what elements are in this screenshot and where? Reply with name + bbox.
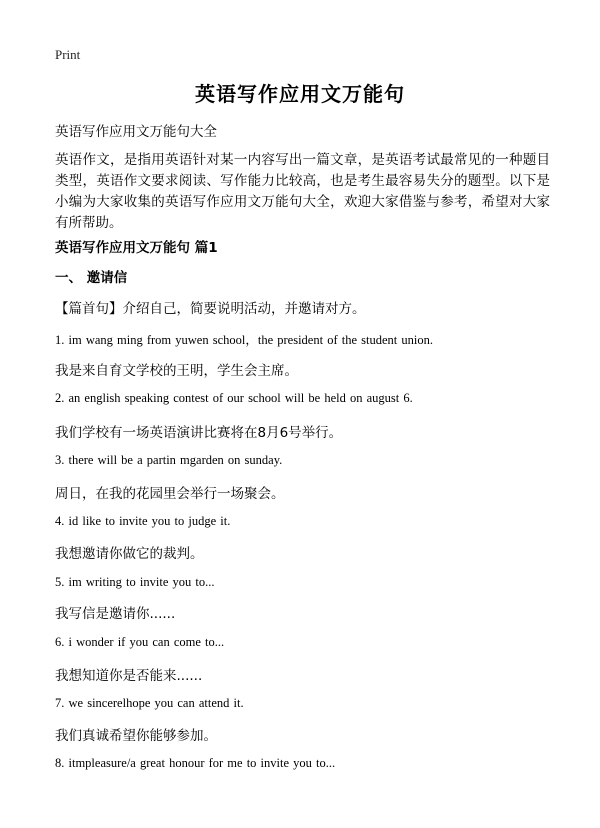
english-sentence-2: 2. an english speaking contest of our school will be held on august 6. xyxy=(55,391,413,405)
section-heading: 英语写作应用文万能句 篇1 xyxy=(55,240,218,256)
sub-heading-invitation: 一、 邀请信 xyxy=(55,270,128,286)
intro-paragraph: 英语作文，是指用英语针对某一内容写出一篇文章，是英语考试最常见的一种题目类型，英语作文要求阅读、写作能力比较高，也是考生最容易失分的题型。以下是小编为大家收集的英语写作应用文万能句大全，欢迎大家借鉴与参考，希望对大家有所帮助。 xyxy=(55,152,550,231)
document-subtitle: 英语写作应用文万能句大全 xyxy=(55,124,217,140)
chinese-translation-7: 我们真诚希望你能够参加。 xyxy=(55,728,217,744)
print-label[interactable]: Print xyxy=(55,47,81,62)
english-sentence-5: 5. im writing to invite you to... xyxy=(55,575,215,589)
english-sentence-4: 4. id like to invite you to judge it. xyxy=(55,514,231,528)
english-sentence-3: 3. there will be a partin mgarden on sunday. xyxy=(55,453,283,467)
opening-sentence-note: 【篇首句】介绍自己，简要说明活动，并邀请对方。 xyxy=(55,301,366,317)
chinese-translation-3: 周日，在我的花园里会举行一场聚会。 xyxy=(55,486,285,502)
english-sentence-8: 8. itmpleasure/a great honour for me to invite you to... xyxy=(55,756,336,770)
chinese-translation-1: 我是来自育文学校的王明，学生会主席。 xyxy=(55,363,298,379)
english-sentence-7: 7. we sincerelhope you can attend it. xyxy=(55,696,244,710)
chinese-translation-2: 我们学校有一场英语演讲比赛将在8月6号举行。 xyxy=(55,425,343,441)
english-sentence-6: 6. i wonder if you can come to... xyxy=(55,635,225,649)
chinese-translation-4: 我想邀请你做它的裁判。 xyxy=(55,546,204,562)
english-sentence-1: 1. im wang ming from yuwen school，the president of the student union. xyxy=(55,333,433,347)
page-title: 英语写作应用文万能句 xyxy=(195,82,405,106)
chinese-translation-6: 我想知道你是否能来...... xyxy=(55,668,203,684)
chinese-translation-5: 我写信是邀请你...... xyxy=(55,606,176,622)
